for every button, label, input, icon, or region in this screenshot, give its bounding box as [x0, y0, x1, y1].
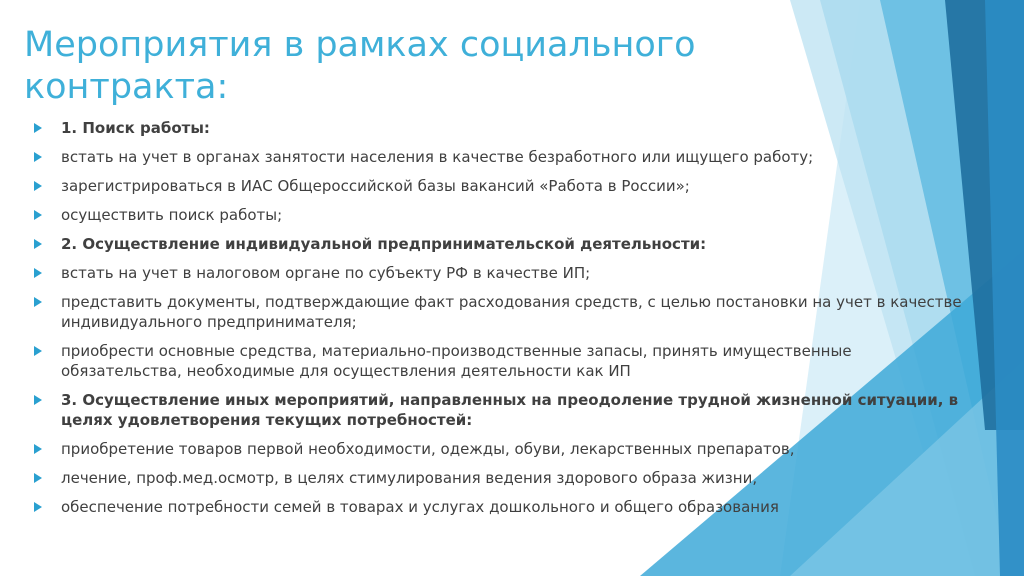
bullet-arrow-icon — [34, 181, 42, 191]
list-item-text: встать на учет в органах занятости населения в качестве безработного или ищущего работу; — [61, 148, 814, 166]
list-item — [34, 468, 964, 488]
bullet-arrow-icon — [34, 268, 42, 278]
bullet-arrow-icon — [34, 297, 42, 307]
bullet-arrow-icon — [34, 152, 42, 162]
bullet-arrow-icon — [34, 473, 42, 483]
list-item — [34, 147, 964, 167]
bullet-arrow-icon — [34, 123, 42, 133]
bullet-arrow-icon — [34, 502, 42, 512]
list-item — [34, 234, 964, 254]
bullet-arrow-icon — [34, 239, 42, 249]
list-item — [34, 292, 964, 332]
list-item-text: приобрести основные средства, материально-производственные запасы, принять имущественные обязательства, необходимые для осуществления деятельности как ИП — [61, 342, 852, 380]
bullet-arrow-icon — [34, 444, 42, 454]
slide-title: Мероприятия в рамках социального контракта: — [24, 25, 696, 107]
list-item-text: зарегистрироваться в ИАС Общероссийской базы вакансий «Работа в России»; — [61, 177, 690, 195]
bullet-arrow-icon — [34, 210, 42, 220]
bullet-list — [34, 118, 964, 526]
list-item — [34, 341, 964, 381]
list-item-text: встать на учет в налоговом органе по субъекту РФ в качестве ИП; — [61, 264, 591, 282]
list-item-text: 3. Осуществление иных мероприятий, направленных на преодоление трудной жизненной ситуации, в целях удовлетворения текущих потребностей: — [61, 391, 959, 429]
list-item — [34, 263, 964, 283]
bullet-arrow-icon — [34, 346, 42, 356]
list-item — [34, 390, 964, 430]
list-item-text: осуществить поиск работы; — [61, 206, 283, 224]
list-item-text: приобретение товаров первой необходимости, одежды, обуви, лекарственных препаратов, — [61, 440, 795, 458]
list-item-text: 2. Осуществление индивидуальной предпринимательской деятельности: — [61, 235, 707, 253]
list-item-text: 1. Поиск работы: — [61, 119, 210, 137]
list-item — [34, 439, 964, 459]
list-item-text: представить документы, подтверждающие факт расходования средств, с целью постановки на учет в качестве индивидуального предпринимателя; — [61, 293, 962, 331]
list-item — [34, 497, 964, 517]
list-item — [34, 176, 964, 196]
list-item-text: лечение, проф.мед.осмотр, в целях стимулирования ведения здорового образа жизни, — [61, 469, 758, 487]
list-item-text: обеспечение потребности семей в товарах и услугах дошкольного и общего образования — [61, 498, 779, 516]
list-item — [34, 205, 964, 225]
bullet-arrow-icon — [34, 395, 42, 405]
list-item — [34, 118, 964, 138]
